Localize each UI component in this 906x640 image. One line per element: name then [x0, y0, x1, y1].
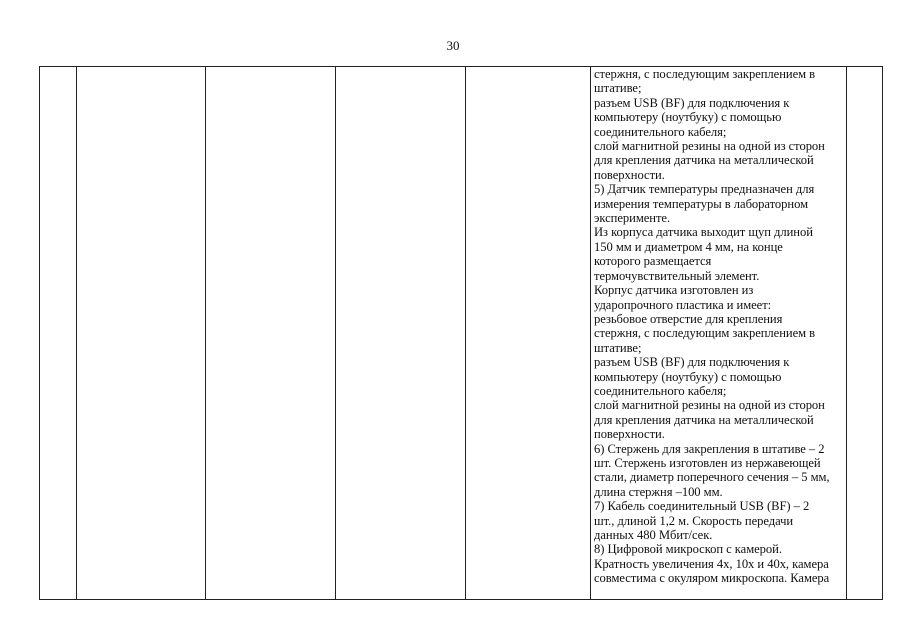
description-line: данных 480 Мбит/сек.: [594, 528, 713, 542]
description-line: которого размещается: [594, 254, 712, 269]
description-line: поверхности.: [594, 167, 665, 182]
description-line: 8) Цифровой микроскоп с камерой.: [594, 542, 782, 557]
description-line: для крепления датчика на металлической: [594, 153, 814, 168]
description-line: эксперименте.: [594, 211, 671, 226]
description-line: слой магнитной резины на одной из сторон: [594, 398, 825, 413]
description-line: резьбовое отверстие для крепления: [594, 311, 783, 326]
description-line: стержня, с последующим закреплением в: [594, 326, 816, 341]
description-line: компьютеру (ноутбуку) с помощью: [594, 369, 782, 384]
description-line: разъем USB (BF) для подключения к: [594, 95, 790, 110]
description-line: соединительного кабеля;: [594, 124, 727, 139]
description-line: Корпус датчика изготовлен из: [594, 283, 754, 298]
description-line: слой магнитной резины на одной из сторон: [594, 139, 825, 154]
description-line: Кратность увеличения 4x, 10x и 40x, камера: [594, 556, 829, 571]
description-line: соединительного кабеля;: [594, 383, 727, 398]
description-line: 5) Датчик температуры предназначен для: [594, 182, 815, 197]
description-line: разъем USB (BF) для подключения к: [594, 355, 790, 370]
description-cell: [594, 67, 846, 599]
table-column-divider: [335, 66, 336, 600]
description-line: компьютеру (ноутбуку) с помощью: [594, 110, 782, 125]
table-column-divider: [846, 66, 847, 600]
description-line: измерения температуры в лабораторном: [594, 196, 809, 211]
page-number: 30: [446, 38, 460, 53]
description-line: стержня, с последующим закреплением в: [594, 67, 816, 81]
table-column-divider: [590, 66, 591, 600]
table-column-divider: [465, 66, 466, 600]
description-line: 150 мм и диаметром 4 мм, на конце: [594, 239, 783, 254]
description-line: длина стержня –100 мм.: [594, 484, 723, 499]
description-line: штативе;: [594, 340, 642, 355]
description-line: ударопрочного пластика и имеет:: [594, 297, 772, 312]
description-line: шт. Стержень изготовлен из нержавеющей: [594, 455, 821, 470]
description-line: стали, диаметр поперечного сечения – 5 мм,: [594, 470, 830, 485]
table-column-divider: [76, 66, 77, 600]
description-line: 6) Стержень для закрепления в штативе – 2: [594, 441, 825, 456]
table-column-divider: [205, 66, 206, 600]
description-line: Из корпуса датчика выходит щуп длиной: [594, 225, 813, 240]
description-line: для крепления датчика на металлической: [594, 412, 814, 427]
description-line: штативе;: [594, 81, 642, 96]
description-line: совместима с окуляром микроскопа. Камера: [594, 571, 830, 586]
description-line: поверхности.: [594, 427, 665, 442]
description-line: шт., длиной 1,2 м. Скорость передачи: [594, 513, 794, 528]
description-line: термочувствительный элемент.: [594, 268, 760, 283]
description-line: 7) Кабель соединительный USB (BF) – 2: [594, 499, 810, 514]
